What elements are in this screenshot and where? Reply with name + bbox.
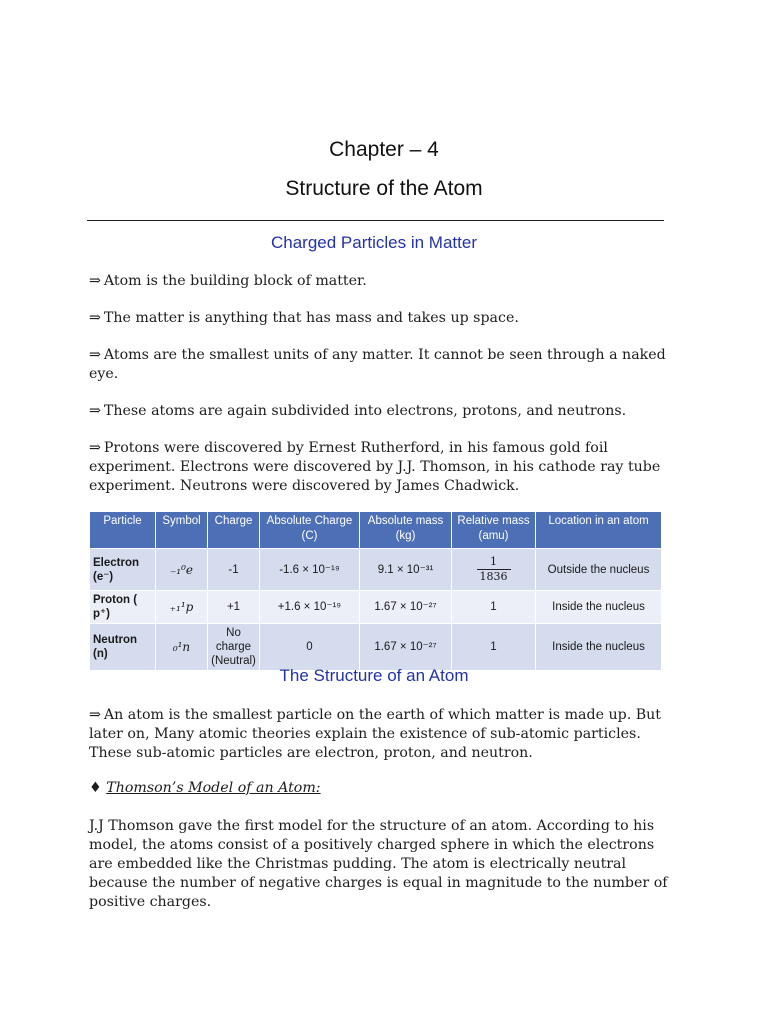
arrow-icon: ⇒	[89, 707, 101, 723]
point-1-text: Atom is the building block of matter.	[103, 273, 367, 289]
cell-absolute-mass: 9.1 × 10⁻³¹	[360, 549, 452, 591]
arrow-icon: ⇒	[89, 273, 101, 289]
cell-symbol: ₀¹n	[156, 624, 208, 671]
structure-intro-text: An atom is the smallest particle on the earth of which matter is made up. But later on, Many atomic theories explain the existence of sub-atomic particles. These sub-atomic particles are electron, proton, and neutron.	[89, 707, 661, 761]
fraction-denominator: 1836	[479, 570, 508, 583]
cell-charge: No charge (Neutral)	[208, 624, 260, 671]
cell-symbol: ₋₁⁰e	[156, 549, 208, 591]
cell-relative-mass: 1	[452, 591, 536, 624]
cell-particle: Proton ( p⁺)	[90, 591, 156, 624]
diamond-bullet-icon: ♦	[89, 780, 102, 796]
cell-relative-mass	[452, 549, 536, 591]
col-header-relative-mass: Relative mass (amu)	[452, 512, 536, 549]
fraction	[477, 555, 511, 584]
thomson-model-text: J.J Thomson gave the first model for the structure of an atom. According to his model, the atoms consist of a positively charged sphere in which the electrons are embedded like the Christmas pudding. The atom is electrically neutral because the number of negative charges is equal in magnitude to the number of positive charges.	[89, 818, 668, 910]
point-4-text: These atoms are again subdivided into electrons, protons, and neutrons.	[103, 403, 627, 419]
subatomic-particles-table	[89, 511, 662, 671]
cell-particle: Electron (e⁻)	[90, 549, 156, 591]
structure-intro	[89, 706, 674, 763]
thomson-model-title: Thomson’s Model of an Atom:	[106, 780, 321, 796]
cell-location: Outside the nucleus	[536, 549, 662, 591]
col-header-absolute-charge: Absolute Charge (C)	[260, 512, 360, 549]
arrow-icon: ⇒	[89, 403, 101, 419]
col-header-absolute-mass: Absolute mass (kg)	[360, 512, 452, 549]
cell-particle: Neutron (n)	[90, 624, 156, 671]
point-2	[89, 309, 674, 328]
chapter-title: Structure of the Atom	[285, 177, 483, 200]
cell-absolute-mass: 1.67 × 10⁻²⁷	[360, 624, 452, 671]
point-4	[89, 402, 674, 421]
cell-absolute-charge: 0	[260, 624, 360, 671]
arrow-icon: ⇒	[89, 440, 101, 456]
thomson-model-heading	[89, 780, 321, 796]
col-header-particle: Particle	[90, 512, 156, 549]
cell-location: Inside the nucleus	[536, 591, 662, 624]
cell-absolute-charge: -1.6 × 10⁻¹⁹	[260, 549, 360, 591]
table-row-electron	[90, 549, 662, 591]
title-divider	[87, 220, 664, 221]
cell-symbol: ₊₁¹p	[156, 591, 208, 624]
cell-absolute-charge: +1.6 × 10⁻¹⁹	[260, 591, 360, 624]
cell-location: Inside the nucleus	[536, 624, 662, 671]
point-5	[89, 439, 674, 496]
point-5-text: Protons were discovered by Ernest Rutherford, in his famous gold foil experiment. Electrons were discovered by J.J. Thomson, in his cathode ray tube experiment. Neutrons were discovered by James Chadwick.	[89, 440, 661, 494]
table-header-row	[90, 512, 662, 549]
cell-charge: -1	[208, 549, 260, 591]
table-row-proton	[90, 591, 662, 624]
point-2-text: The matter is anything that has mass and takes up space.	[103, 310, 519, 326]
cell-relative-mass: 1	[452, 624, 536, 671]
col-header-charge: Charge	[208, 512, 260, 549]
point-1	[89, 272, 674, 291]
chapter-number: Chapter – 4	[329, 138, 439, 161]
col-header-symbol: Symbol	[156, 512, 208, 549]
section-heading-structure: The Structure of an Atom	[279, 666, 469, 685]
arrow-icon: ⇒	[89, 310, 101, 326]
cell-absolute-mass: 1.67 × 10⁻²⁷	[360, 591, 452, 624]
point-3	[89, 346, 674, 384]
table-row-neutron	[90, 624, 662, 671]
arrow-icon: ⇒	[89, 347, 101, 363]
fraction-numerator: 1	[477, 555, 511, 570]
point-3-text: Atoms are the smallest units of any matter. It cannot be seen through a naked eye.	[89, 347, 666, 382]
cell-charge: +1	[208, 591, 260, 624]
col-header-location: Location in an atom	[536, 512, 662, 549]
section-heading-charged-particles: Charged Particles in Matter	[271, 233, 477, 252]
